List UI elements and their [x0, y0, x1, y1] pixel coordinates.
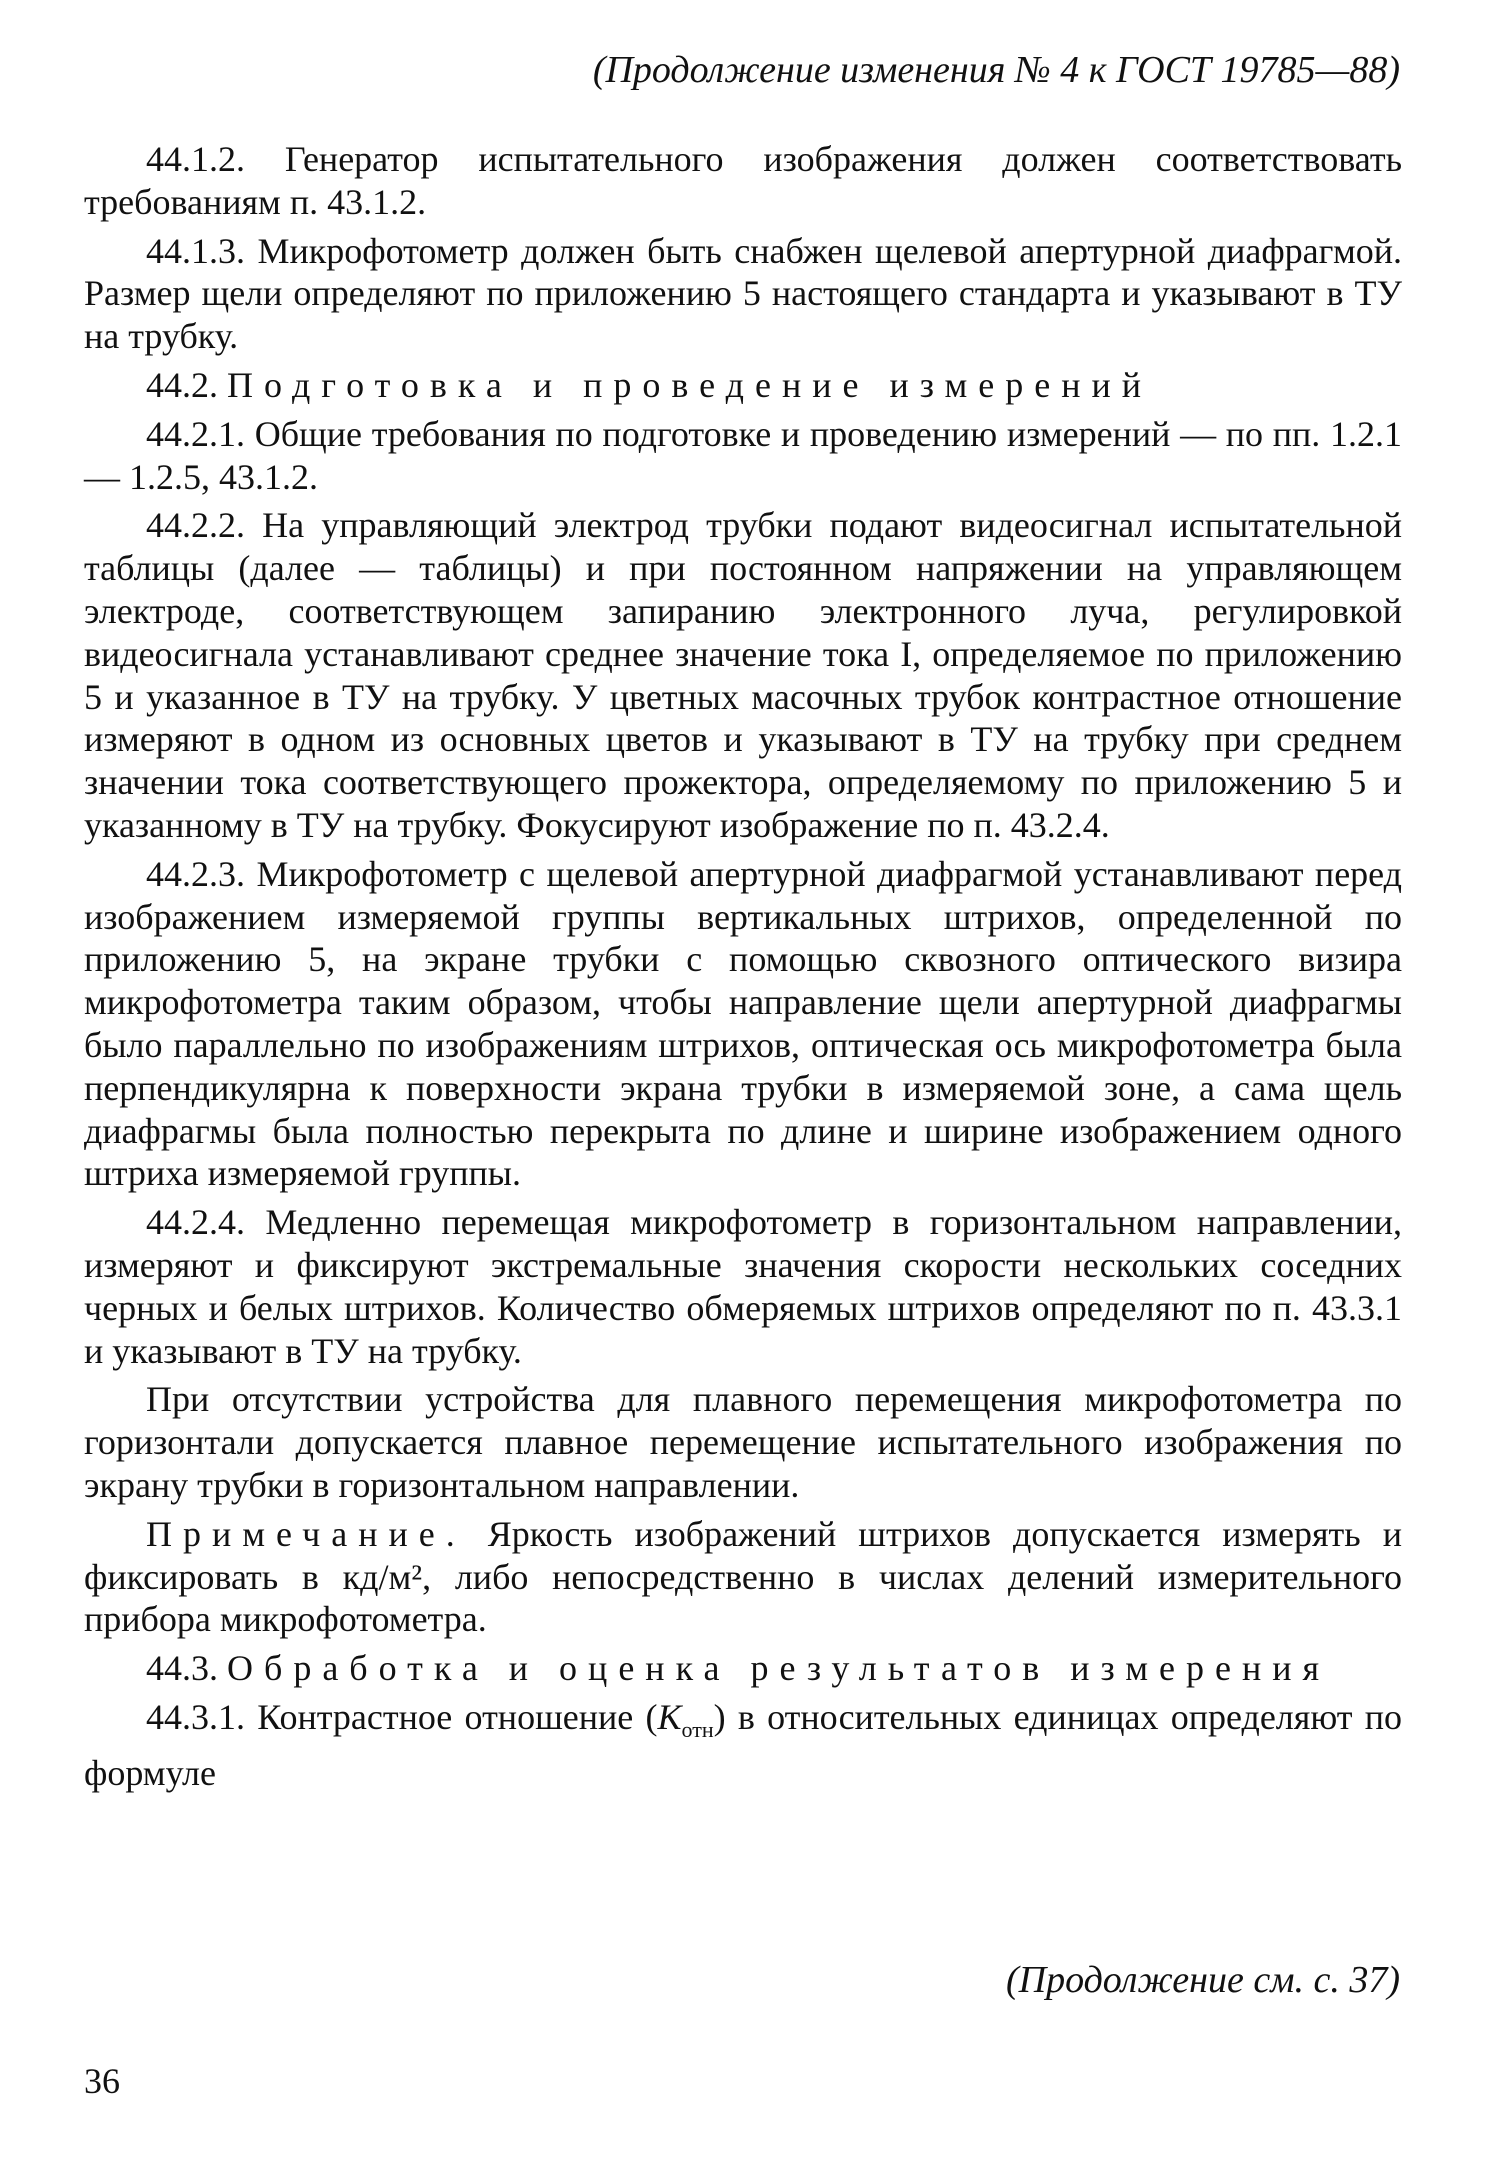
- note-label: Примечание.: [146, 1513, 466, 1554]
- paragraph-horizontal-movement: При отсутствии устройства для плавного перемещения микрофотометра по горизонтали допускается плавное перемещение испытательного изображения по экрану трубки в горизонтальном направлении.: [84, 1379, 1402, 1505]
- paragraph-44-2-2: 44.2.2. На управляющий электрод трубки подают видеосигнал испытательной таблицы (далее — таблицы) и при постоянном напряжении на управляющем электроде, соответствующем запиранию электронного луча, регулировкой видеосигнала устанавливают среднее значение тока I, определяемое по приложению 5 и указанное в ТУ на трубку. У цветных масочных трубок контрастное отношение измеряют в одном из основных цветов и указывают в ТУ на трубку при среднем значении тока соответствующего прожектора, определяемому по приложению 5 и указанному в ТУ на трубку. Фокусируют изображение по п. 43.2.4.: [84, 505, 1402, 845]
- section-heading-44-3: [84, 1647, 1402, 1690]
- paragraph-44-1-2: 44.1.2. Генератор испытательного изображения должен соответствовать требованиям п. 43.1.2.: [84, 139, 1402, 222]
- section-title: Обработка и оценка результатов измерения: [227, 1648, 1331, 1689]
- contrast-subscript: отн: [681, 1716, 714, 1742]
- paragraph-44-2-4: 44.2.4. Медленно перемещая микрофотометр в горизонтальном направлении, измеряют и фиксируют экстремальные значения скорости нескольких соседних черных и белых штрихов. Количество обмеряемых штрихов определяют по п. 43.3.1 и указывают в ТУ на трубку.: [84, 1202, 1402, 1371]
- document-body: [84, 138, 1402, 1800]
- footer-continuation-note: (Продолжение см. с. 37): [1005, 1959, 1400, 2001]
- section-number: 44.3.: [146, 1648, 227, 1689]
- paragraph-44-2-1: 44.2.1. Общие требования по подготовке и проведению измерений — по пп. 1.2.1 — 1.2.5, 43.1.2.: [84, 413, 1402, 497]
- text-before-symbol: 44.3.1. Контрастное отношение (: [146, 1696, 658, 1737]
- section-title: Подготовка и проведение измерений: [227, 364, 1152, 405]
- paragraph-44-3-1: [84, 1696, 1402, 1795]
- note-paragraph: [84, 1513, 1402, 1641]
- note-text: Яркость изображений штрихов допускается измерять и фиксировать в кд/м², либо непосредственно в числах делений измерительного прибора микрофотометра.: [84, 1513, 1402, 1640]
- section-number: 44.2.: [146, 364, 227, 405]
- text-after-symbol: ) в относительных единицах определяют по формуле: [84, 1696, 1402, 1793]
- section-heading-44-2: [84, 364, 1402, 407]
- contrast-symbol: K: [657, 1696, 682, 1737]
- paragraph-44-1-3: 44.1.3. Микрофотометр должен быть снабжен щелевой апертурной диафрагмой. Размер щели определяют по приложению 5 настоящего стандарта и указывают в ТУ на трубку.: [84, 230, 1402, 357]
- page-number: 36: [84, 2061, 120, 2101]
- paragraph-44-2-3: 44.2.3. Микрофотометр с щелевой апертурной диафрагмой устанавливают перед изображением измеряемой группы вертикальных штрихов, определенной по приложению 5, на экране трубки с помощью сквозного оптического визира микрофотометра таким образом, чтобы направление щели апертурной диафрагмы было параллельно по изображениям штрихов, оптическая ось микрофотометра была перпендикулярна к поверхности экрана трубки в измеряемой зоне, а сама щель диафрагмы была полностью перекрыта по длине и ширине изображением одного штриха измеряемой группы.: [84, 853, 1402, 1194]
- header-continuation-note: (Продолжение изменения № 4 к ГОСТ 19785—88): [592, 49, 1400, 91]
